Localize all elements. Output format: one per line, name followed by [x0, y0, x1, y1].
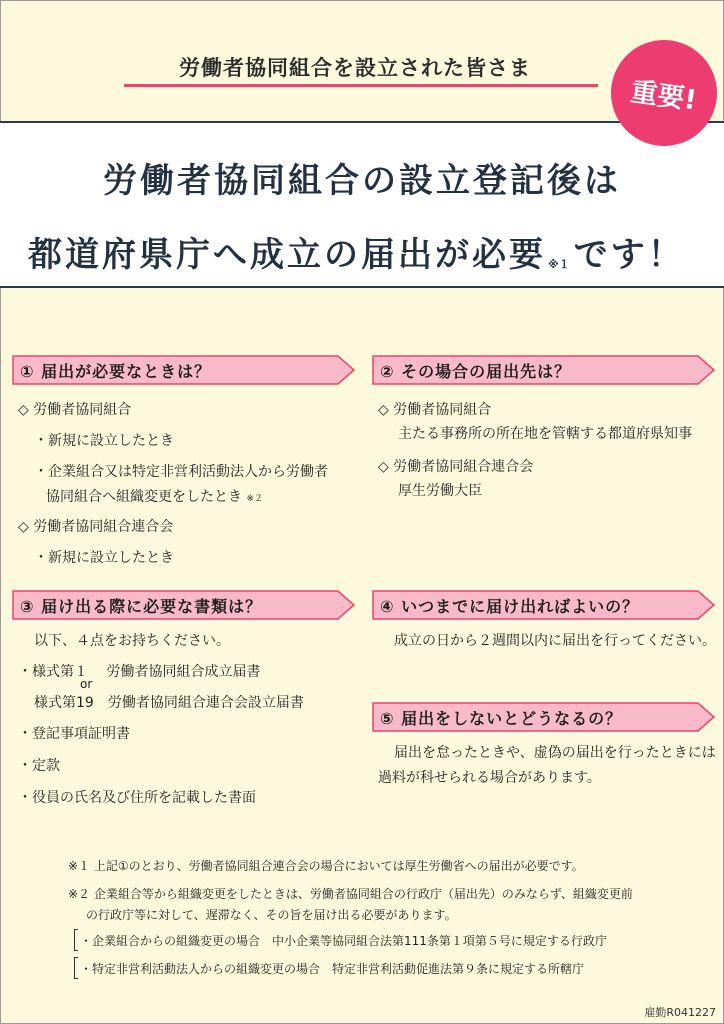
headline-line-1: 労働者協同組合の設立登記後は: [103, 161, 621, 201]
section-1-header: [12, 355, 356, 385]
section-3-header: [12, 590, 356, 620]
section-5-header: [372, 702, 716, 732]
headline-banner: [0, 121, 724, 288]
section-5-title: ⑤ 届出をしないとどうなるの？: [380, 709, 623, 728]
subtitle-underline: [124, 84, 598, 87]
s3-intro: 以下、４点をお持ちください。: [34, 633, 230, 649]
s3-item-articles: ・定款: [18, 758, 60, 774]
note-bullet-2: ・特定非営利活動法人からの組織変更の場合 特定非営利活動促進法第９条に規定する所轄庁: [80, 962, 585, 976]
s1-note-mark: ※２: [246, 494, 263, 504]
s5-line-1: 届出を怠ったときや、虚偽の届出を行ったときには: [394, 745, 716, 761]
s2-item-2: 主たる事務所の所在地を管轄する都道府県知事: [398, 426, 692, 442]
headline-line-2-text: 都道府県庁へ成立の届出が必要: [28, 235, 546, 275]
s3-item-officers: ・役員の氏名及び住所を記載した書面: [18, 790, 256, 806]
note-2-line-2: の行政庁等に対して、遅滞なく、その旨を届け出る必要があります。: [86, 908, 457, 922]
bracket-2: [74, 957, 78, 979]
s1-item-3: ・企業組合又は特定非営利活動法人から労働者: [34, 464, 328, 480]
s1-item-5: ◇ 労働者協同組合連合会: [18, 519, 174, 535]
s3-form-19: 様式第19 労働者協同組合連合会設立届書: [34, 695, 304, 711]
s3-item-registry: ・登記事項証明書: [18, 726, 130, 742]
s1-item-4: [46, 486, 263, 506]
s2-item-3: ◇ 労働者協同組合連合会: [378, 459, 534, 475]
section-4-title: ④ いつまでに届け出ればよいの？: [380, 597, 640, 616]
section-4-header: [372, 590, 716, 620]
s2-item-1: ◇ 労働者協同組合: [378, 402, 492, 418]
section-1-title: ① 届出が必要なときは？: [20, 362, 212, 381]
headline-line-2: [28, 227, 685, 276]
headline-line-2-end: です！: [573, 235, 685, 275]
bracket-1: [74, 929, 78, 951]
s4-text: 成立の日から２週間以内に届出を行ってください。: [394, 633, 716, 649]
s1-item-1: ◇ 労働者協同組合: [18, 402, 132, 418]
s3-or: or: [80, 677, 93, 691]
s2-item-4: 厚生労働大臣: [398, 483, 482, 499]
s3-form-1: ・様式第１ 労働者協同組合成立届書: [18, 664, 261, 680]
note-bullet-1: ・企業組合からの組織変更の場合 中小企業等協同組合法第111条第１項第５号に規定する行政庁: [80, 934, 607, 948]
s1-item-2: ・新規に設立したとき: [34, 433, 174, 449]
section-3-title: ③ 届け出る際に必要な書類は？: [20, 597, 263, 616]
note-2-line-1: ※２ 企業組合等から組織変更をしたときは、労働者協同組合の行政庁（届出先）のみならず、組織変更前: [68, 887, 633, 901]
note-1: ※１ 上記①のとおり、労働者協同組合連合会の場合においては厚生労働省への届出が必要です。: [68, 859, 584, 873]
document-code: 雇勤R041227: [644, 1006, 716, 1019]
subtitle: 労働者協同組合を設立された皆さま: [179, 56, 531, 80]
section-2-title: ② その場合の届出先は？: [380, 362, 572, 381]
s1-item-6: ・新規に設立したとき: [34, 550, 174, 566]
important-badge: 重要!: [604, 33, 724, 153]
headline-note-mark: ※１: [548, 258, 570, 271]
s1-item-4-text: 協同組合へ組織変更をしたとき: [46, 489, 242, 505]
s5-line-2: 過料が科せられる場合があります。: [378, 770, 601, 786]
section-2-header: [372, 355, 716, 385]
